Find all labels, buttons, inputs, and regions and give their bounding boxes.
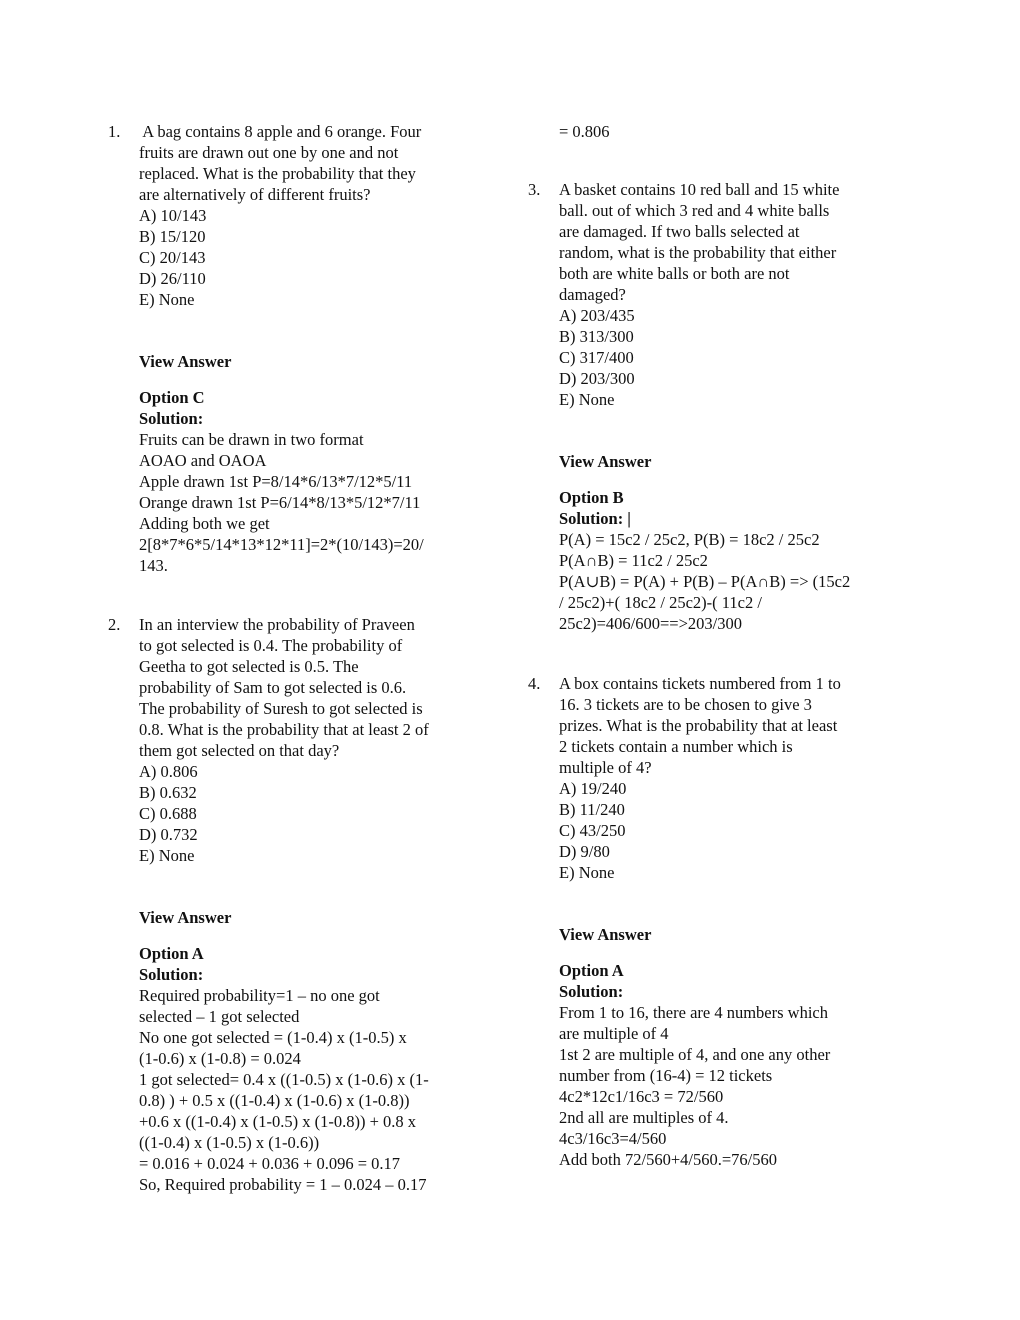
answer-option: Option C: [139, 388, 205, 407]
solution-line: Add both 72/560+4/560.=76/560: [559, 1150, 777, 1169]
solution-line: 143.: [139, 556, 168, 575]
answer-option: Option B: [559, 488, 624, 507]
option-b: B) 15/120: [139, 227, 206, 246]
solution-line: 0.8) ) + 0.5 x ((1-0.4) x (1-0.6) x (1-0.8)): [139, 1091, 410, 1110]
continuation-body: [559, 121, 899, 142]
solution-line: ((1-0.4) x (1-0.5) x (1-0.6)): [139, 1133, 320, 1152]
solution-line: P(A) = 15c2 / 25c2, P(B) = 18c2 / 25c2: [559, 530, 820, 549]
solution-line: / 25c2)+( 18c2 / 25c2)-( 11c2 /: [559, 593, 762, 612]
question-text: are alternatively of different fruits?: [139, 185, 371, 204]
view-answer-link[interactable]: View Answer: [559, 925, 652, 944]
solution-label: Solution: |: [559, 509, 631, 528]
solution-line: 2[8*7*6*5/14*13*12*11]=2*(10/143)=20/: [139, 535, 424, 554]
question-text: The probability of Suresh to got selected is: [139, 699, 423, 718]
solution-line: number from (16-4) = 12 tickets: [559, 1066, 773, 1085]
solution-line: So, Required probability = 1 – 0.024 – 0.17: [139, 1175, 427, 1194]
option-c: C) 43/250: [559, 821, 626, 840]
solution-label: Solution:: [139, 409, 204, 428]
option-d: D) 0.732: [139, 825, 198, 844]
question-text: damaged?: [559, 285, 626, 304]
option-e: E) None: [139, 290, 195, 309]
solution-line: 4c2*12c1/16c3 = 72/560: [559, 1087, 724, 1106]
solution-label: Solution:: [559, 982, 624, 1001]
question-text: A bag contains 8 apple and 6 orange. Four: [139, 122, 422, 141]
solution-line: 2nd all are multiples of 4.: [559, 1108, 729, 1127]
question-body: [139, 121, 479, 576]
question-text: A basket contains 10 red ball and 15 white: [559, 180, 840, 199]
view-answer-link[interactable]: View Answer: [139, 908, 232, 927]
question-text: ball. out of which 3 red and 4 white balls: [559, 201, 830, 220]
solution-line: (1-0.6) x (1-0.8) = 0.024: [139, 1049, 301, 1068]
question-text: fruits are drawn out one by one and not: [139, 143, 399, 162]
question-body: [559, 673, 899, 1170]
question-text: them got selected on that day?: [139, 741, 340, 760]
question-text: 16. 3 tickets are to be chosen to give 3: [559, 695, 812, 714]
option-d: D) 203/300: [559, 369, 635, 388]
answer-option: Option A: [559, 961, 624, 980]
question-body: [559, 179, 899, 634]
question-number: 2.: [108, 615, 121, 634]
question-number: 1.: [108, 122, 121, 141]
option-d: D) 9/80: [559, 842, 610, 861]
question-text: are damaged. If two balls selected at: [559, 222, 800, 241]
solution-line: Fruits can be drawn in two format: [139, 430, 364, 449]
option-b: B) 11/240: [559, 800, 625, 819]
solution-line: 1st 2 are multiple of 4, and one any other: [559, 1045, 831, 1064]
question-number: 4.: [528, 674, 541, 693]
solution-line: From 1 to 16, there are 4 numbers which: [559, 1003, 828, 1022]
question-text: 2 tickets contain a number which is: [559, 737, 793, 756]
solution-line: No one got selected = (1-0.4) x (1-0.5) x: [139, 1028, 407, 1047]
solution-line: 25c2)=406/600==>203/300: [559, 614, 742, 633]
view-answer-link[interactable]: View Answer: [139, 352, 232, 371]
question-text: 0.8. What is the probability that at least 2 of: [139, 720, 429, 739]
option-c: C) 317/400: [559, 348, 634, 367]
option-b: B) 313/300: [559, 327, 634, 346]
question-text: random, what is the probability that either: [559, 243, 837, 262]
solution-label: Solution:: [139, 965, 204, 984]
option-e: E) None: [559, 863, 615, 882]
solution-line: 1 got selected= 0.4 x ((1-0.5) x (1-0.6) x (1-: [139, 1070, 429, 1089]
solution-line: Orange drawn 1st P=6/14*8/13*5/12*7/11: [139, 493, 421, 512]
option-a: A) 203/435: [559, 306, 635, 325]
answer-option: Option A: [139, 944, 204, 963]
solution-line: Required probability=1 – no one got: [139, 986, 380, 1005]
option-e: E) None: [559, 390, 615, 409]
view-answer-link[interactable]: View Answer: [559, 452, 652, 471]
solution-line: = 0.806: [559, 122, 610, 141]
question-body: [139, 614, 479, 1195]
option-c: C) 0.688: [139, 804, 197, 823]
option-a: A) 0.806: [139, 762, 198, 781]
solution-line: +0.6 x ((1-0.4) x (1-0.5) x (1-0.8)) + 0.8 x: [139, 1112, 417, 1131]
solution-line: P(A∪B) = P(A) + P(B) – P(A∩B) => (15c2: [559, 572, 851, 591]
solution-line: selected – 1 got selected: [139, 1007, 300, 1026]
solution-line: 4c3/16c3=4/560: [559, 1129, 667, 1148]
question-text: prizes. What is the probability that at least: [559, 716, 838, 735]
solution-line: = 0.016 + 0.024 + 0.036 + 0.096 = 0.17: [139, 1154, 401, 1173]
solution-line: Adding both we get: [139, 514, 270, 533]
question-text: multiple of 4?: [559, 758, 652, 777]
option-a: A) 19/240: [559, 779, 627, 798]
question-text: to got selected is 0.4. The probability of: [139, 636, 403, 655]
option-e: E) None: [139, 846, 195, 865]
option-c: C) 20/143: [139, 248, 206, 267]
question-text: Geetha to got selected is 0.5. The: [139, 657, 359, 676]
question-text: both are white balls or both are not: [559, 264, 790, 283]
question-text: A box contains tickets numbered from 1 to: [559, 674, 841, 693]
option-b: B) 0.632: [139, 783, 197, 802]
solution-line: are multiple of 4: [559, 1024, 669, 1043]
option-a: A) 10/143: [139, 206, 207, 225]
question-text: In an interview the probability of Praveen: [139, 615, 415, 634]
question-text: probability of Sam to got selected is 0.6.: [139, 678, 407, 697]
solution-line: Apple drawn 1st P=8/14*6/13*7/12*5/11: [139, 472, 413, 491]
solution-line: P(A∩B) = 11c2 / 25c2: [559, 551, 708, 570]
solution-line: AOAO and OAOA: [139, 451, 267, 470]
option-d: D) 26/110: [139, 269, 206, 288]
question-number: 3.: [528, 180, 541, 199]
question-text: replaced. What is the probability that they: [139, 164, 416, 183]
